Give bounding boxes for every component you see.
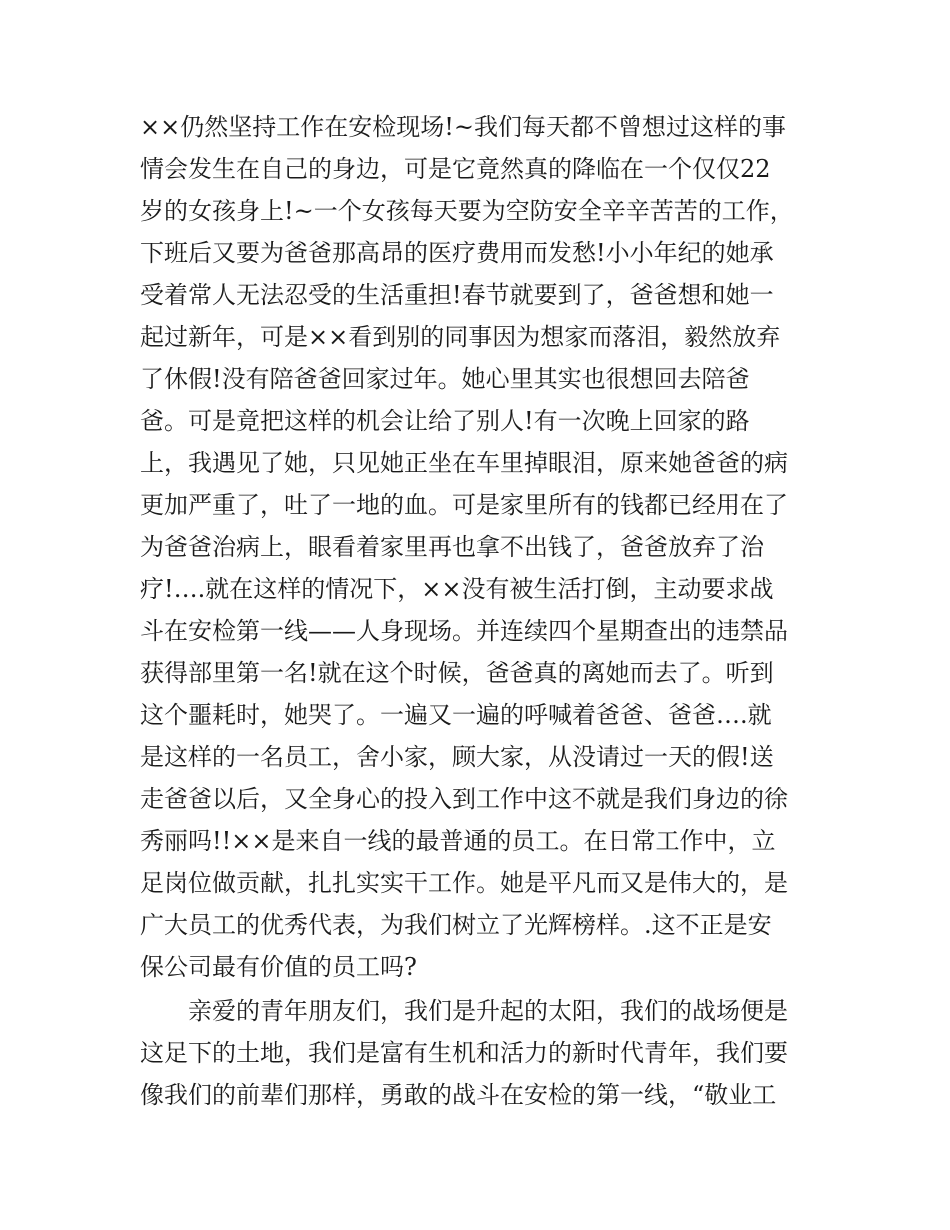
paragraph-start-line: 亲爱的青年朋友们，我们是升起的太阳，我们的战场便是 [140, 997, 788, 1025]
text-line: 这足下的土地，我们是富有生机和活力的新时代青年，我们要 [140, 1039, 788, 1067]
text-line: 疗!….就在这样的情况下，××没有被生活打倒，主动要求战 [140, 575, 774, 603]
text-line: 爸。可是竟把这样的机会让给了别人!有一次晚上回家的路 [140, 407, 750, 435]
text-line: 走爸爸以后，又全身心的投入到工作中这不就是我们身边的徐 [140, 785, 788, 813]
text-line: ××仍然坚持工作在安检现场!~我们每天都不曾想过这样的事 [140, 113, 786, 141]
text-line: 秀丽吗!!××是来自一线的最普通的员工。在日常工作中，立 [140, 827, 776, 855]
text-line: 足岗位做贡献，扎扎实实干工作。她是平凡而又是伟大的，是 [140, 869, 788, 897]
text-line: 是这样的一名员工，舍小家，顾大家，从没请过一天的假!送 [140, 743, 774, 771]
text-line: 保公司最有价值的员工吗? [140, 953, 417, 981]
text-line: 更加严重了，吐了一地的血。可是家里所有的钱都已经用在了 [140, 491, 788, 519]
text-line: 上，我遇见了她，只见她正坐在车里掉眼泪，原来她爸爸的病 [140, 449, 788, 477]
body-text [140, 106, 820, 1116]
text-line: 这个噩耗时，她哭了。一遍又一遍的呼喊着爸爸、爸爸….就 [140, 701, 772, 729]
text-line: 起过新年，可是××看到别的同事因为想家而落泪，毅然放弃 [140, 323, 781, 351]
text-line: 像我们的前辈们那样，勇敢的战斗在安检的第一线，“敬业工 [140, 1081, 777, 1109]
text-line: 获得部里第一名!就在这个时候，爸爸真的离她而去了。听到 [140, 659, 774, 687]
text-line: 斗在安检第一线——人身现场。并连续四个星期查出的违禁品 [140, 617, 788, 645]
text-line: 情会发生在自己的身边，可是它竟然真的降临在一个仅仅22 [140, 155, 771, 183]
text-line: 受着常人无法忍受的生活重担!春节就要到了，爸爸想和她一 [140, 281, 774, 309]
text-line: 下班后又要为爸爸那高昂的医疗费用而发愁!小小年纪的她承 [140, 239, 774, 267]
text-line: 广大员工的优秀代表，为我们树立了光辉榜样。.这不正是安 [140, 911, 772, 939]
text-line: 了休假!没有陪爸爸回家过年。她心里其实也很想回去陪爸 [140, 365, 750, 393]
text-line: 岁的女孩身上!~一个女孩每天要为空防安全辛辛苦苦的工作， [140, 197, 794, 225]
text-line: 为爸爸治病上，眼看着家里再也拿不出钱了，爸爸放弃了治 [140, 533, 764, 561]
